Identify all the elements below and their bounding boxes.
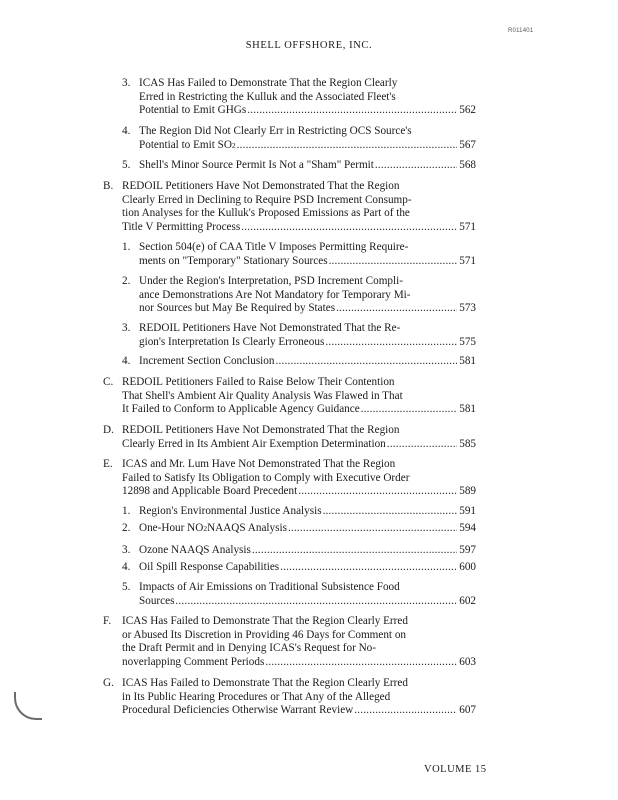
toc-page-number: 568 — [459, 159, 476, 171]
toc-entry-text: Ozone NAAQS Analysis — [139, 544, 251, 556]
toc-entry[interactable] — [122, 424, 476, 451]
toc-entry-text: in Its Public Hearing Procedures or That Any of the Alleged — [122, 690, 391, 703]
leader-dots — [247, 104, 457, 118]
toc-entry-number: D. — [103, 424, 114, 436]
toc-entry-text: REDOIL Petitioners Have Not Demonstrated That the Re- — [139, 322, 401, 334]
toc-entry-number: 1. — [122, 241, 131, 253]
toc-page-number: 562 — [459, 104, 476, 116]
toc-entry[interactable] — [139, 581, 476, 608]
toc-entry-text: Clearly Erred in Its Ambient Air Exemption Determination — [122, 437, 386, 450]
toc-entry-number: C. — [103, 376, 114, 388]
toc-entry-text: The Region Did Not Clearly Err in Restricting OCS Source's — [139, 125, 412, 137]
toc-entry-text: nor Sources but May Be Required by States — [139, 302, 336, 314]
toc-entry-text: Title V Permitting Process — [122, 220, 241, 233]
toc-entry-text: Erred in Restricting the Kulluk and the Associated Fleet's — [139, 90, 396, 103]
toc-entry-number: 3. — [122, 544, 131, 556]
toc-entry-text: ance Demonstrations Are Not Mandatory for Temporary Mi- — [139, 288, 411, 301]
toc-entry-number: E. — [103, 458, 113, 470]
toc-page-number: 597 — [459, 544, 476, 556]
toc-entry-number: 5. — [122, 159, 131, 171]
toc-entry-text: Region's Environmental Justice Analysis — [139, 505, 322, 517]
toc-entry-text: ICAS Has Failed to Demonstrate That the Region Clearly Erred — [122, 615, 408, 627]
leader-dots — [252, 544, 457, 558]
scan-mark — [14, 692, 42, 720]
toc-entry-text: NAAQS Analysis — [207, 522, 287, 534]
leader-dots — [323, 505, 458, 519]
toc-entry-text: the Draft Permit and in Denying ICAS's Request for No- — [122, 642, 377, 654]
toc-entry-text: Shell's Minor Source Permit Is Not a "Sham" Permit — [139, 159, 374, 171]
toc-entry-text: ICAS Has Failed to Demonstrate That the Region Clearly — [139, 77, 398, 89]
toc-page-number: 581 — [459, 403, 476, 415]
toc-entry-text: ICAS Has Failed to Demonstrate That the Region Clearly Erred — [122, 677, 408, 689]
toc-entry-number: B. — [103, 180, 114, 192]
toc-entry[interactable] — [139, 241, 476, 268]
toc-entry-text: Oil Spill Response Capabilities — [139, 561, 280, 573]
toc-page-number: 600 — [459, 561, 476, 573]
leader-dots — [354, 704, 457, 718]
toc-entry[interactable] — [122, 615, 476, 669]
toc-entry-number: 4. — [122, 561, 131, 573]
toc-entry-text: Failed to Satisfy Its Obligation to Comply with Executive Order — [122, 471, 410, 484]
leader-dots — [237, 139, 458, 153]
toc-entry-number: 5. — [122, 581, 131, 593]
toc-entry[interactable] — [139, 544, 476, 558]
leader-dots — [265, 656, 457, 670]
toc-entry-text: Potential to Emit GHGs — [139, 104, 247, 116]
toc-page-number: 591 — [459, 505, 476, 517]
toc-entry-number: F. — [103, 615, 112, 627]
leader-dots — [375, 159, 457, 173]
toc-entry-text: REDOIL Petitioners Have Not Demonstrated That the Region — [122, 424, 400, 436]
toc-entry-number: 4. — [122, 355, 131, 367]
toc-page-number: 573 — [459, 302, 476, 314]
toc-entry[interactable] — [139, 159, 476, 173]
toc-entry[interactable]: One-Hour NO 2 NAAQS Analysis ..... 594 — [139, 522, 476, 536]
toc-entry-text: Clearly Erred in Declining to Require PSD Increment Consump- — [122, 193, 412, 206]
toc-entry-text: That Shell's Ambient Air Quality Analysis Was Flawed in That — [122, 389, 403, 402]
leader-dots — [361, 403, 458, 417]
toc-entry[interactable]: The Region Did Not Clearly Err in Restricting OCS Source's Potential to Emit SO 2 ..... 567 — [139, 125, 476, 152]
toc-entry[interactable] — [122, 458, 476, 499]
running-header: SHELL OFFSHORE, INC. — [245, 40, 373, 51]
toc-entry[interactable] — [122, 677, 476, 718]
toc-entry-number: 1. — [122, 505, 131, 517]
running-footer: VOLUME 15 — [424, 764, 487, 775]
leader-dots — [387, 438, 457, 452]
toc-entry-text: or Abused Its Discretion in Providing 46 Days for Comment on — [122, 628, 407, 641]
toc-entry-text: ICAS and Mr. Lum Have Not Demonstrated That the Region — [122, 458, 396, 470]
toc-page-number: 575 — [459, 335, 476, 348]
leader-dots — [298, 485, 457, 499]
leader-dots — [175, 595, 457, 609]
toc-entry-text: noverlapping Comment Periods — [122, 655, 265, 668]
toc-entry-text: 12898 and Applicable Board Precedent — [122, 485, 298, 497]
toc-page-number: 567 — [459, 138, 476, 151]
toc-page-number: 571 — [459, 220, 476, 233]
toc-entry-text: REDOIL Petitioners Have Not Demonstrated That the Region — [122, 180, 400, 192]
toc-entry[interactable] — [139, 275, 476, 316]
toc-entry-text: REDOIL Petitioners Failed to Raise Below Their Contention — [122, 376, 395, 388]
toc-entry-number: 3. — [122, 322, 131, 334]
toc-entry-number: G. — [103, 677, 114, 689]
toc-entry-number: 4. — [122, 125, 131, 137]
toc-page-number: 603 — [459, 655, 476, 668]
toc-page-number: 585 — [459, 437, 476, 450]
toc-page-number: 589 — [459, 485, 476, 497]
leader-dots — [325, 336, 457, 350]
toc-entry-text: ments on "Temporary" Stationary Sources — [139, 254, 328, 267]
toc-entry-text: Potential to Emit SO — [139, 138, 232, 151]
toc-entry-text: tion Analyses for the Kulluk's Proposed Emissions as Part of the — [122, 207, 410, 219]
leader-dots — [275, 355, 457, 369]
toc-entry-number: 3. — [122, 77, 131, 89]
toc-page-number: 607 — [459, 704, 476, 716]
toc-entry-number: 2. — [122, 522, 131, 534]
toc-entry-text: One-Hour NO — [139, 522, 204, 534]
leader-dots — [280, 561, 457, 575]
toc-entry[interactable] — [122, 180, 476, 234]
toc-entry[interactable] — [139, 77, 476, 118]
toc-page-number: 594 — [459, 522, 476, 534]
toc-entry-text: gion's Interpretation Is Clearly Erroneous — [139, 335, 325, 348]
toc-entry-text: Under the Region's Interpretation, PSD Increment Compli- — [139, 275, 403, 287]
leader-dots — [336, 302, 457, 316]
toc-entry-text: Impacts of Air Emissions on Traditional Subsistence Food — [139, 581, 400, 593]
toc-entry-text: Section 504(e) of CAA Title V Imposes Permitting Require- — [139, 241, 409, 253]
toc-entry-text: Procedural Deficiencies Otherwise Warrant Review — [122, 704, 354, 716]
toc-entry-text: Increment Section Conclusion — [139, 355, 275, 367]
leader-dots — [329, 255, 458, 269]
toc-entry[interactable] — [139, 561, 476, 575]
toc-entry[interactable] — [139, 355, 476, 369]
leader-dots — [241, 221, 457, 235]
toc-entry-number: 2. — [122, 275, 131, 287]
toc-entry[interactable] — [139, 505, 476, 519]
leader-dots — [288, 522, 457, 536]
page-stamp: R011401 — [508, 28, 534, 34]
toc-entry-text: Sources — [139, 594, 175, 607]
toc-entry-text: It Failed to Conform to Applicable Agency Guidance — [122, 403, 360, 415]
toc-page-number: 581 — [459, 355, 476, 367]
toc-page-number: 602 — [459, 594, 476, 607]
toc-entry[interactable] — [122, 376, 476, 417]
toc-entry[interactable] — [139, 322, 476, 349]
toc-page-number: 571 — [459, 254, 476, 267]
